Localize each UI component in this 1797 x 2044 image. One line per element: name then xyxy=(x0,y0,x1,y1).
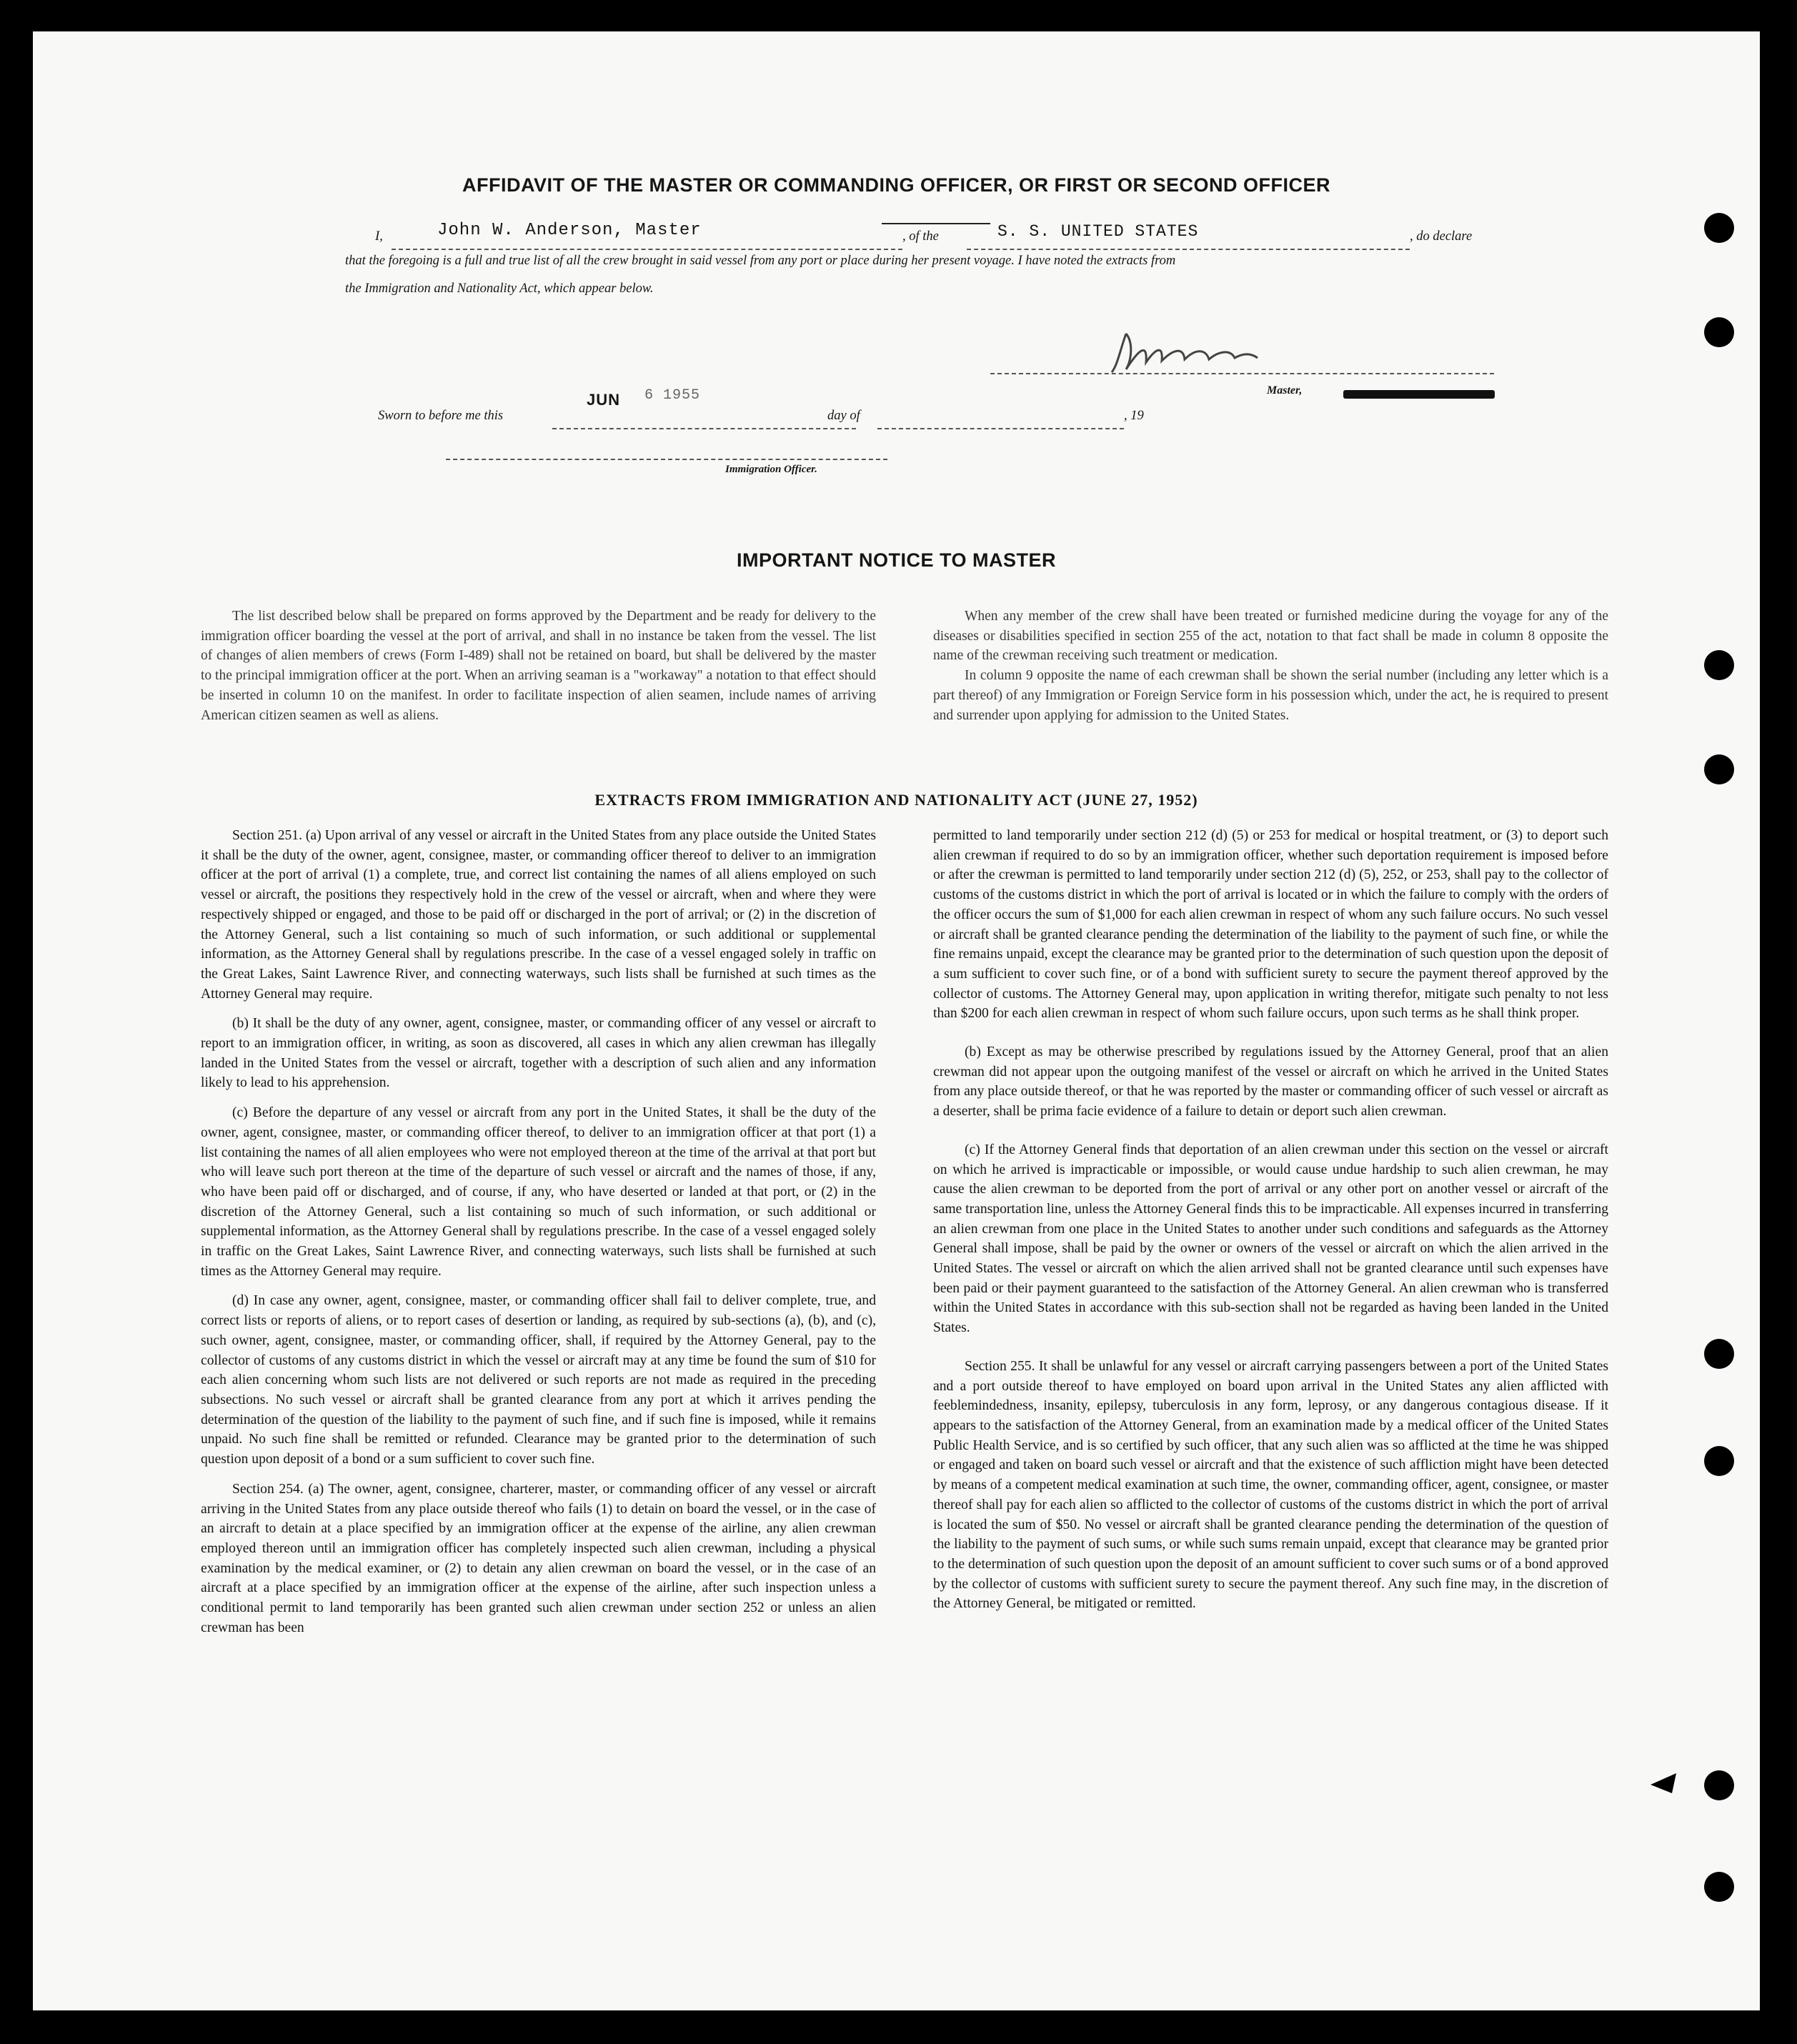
master-name: John W. Anderson, Master xyxy=(437,221,702,240)
section-251-b: (b) It shall be the duty of any owner, agent, consignee, master, or commanding officer of any vessel or aircraft to report to an immigration officer, in writing, as soon as discovered, all cases in which any alien crewman has illegally landed in the United States from the vessel or aircraft, together with a description of such alien and any information likely to lead to his apprehension. xyxy=(201,1016,876,1091)
notice-right-column xyxy=(933,607,1608,725)
day-of-text: day of xyxy=(827,409,860,423)
stamp-month: JUN xyxy=(587,391,621,409)
immigration-officer-line[interactable] xyxy=(446,440,887,460)
extracts-right-column xyxy=(933,826,1608,1624)
punch-hole xyxy=(1704,1339,1734,1369)
section-251-a: Section 251. (a) Upon arrival of any vessel or aircraft in the United States from any place outside the United States it shall be the duty of the owner, agent, consignee, master, or commanding officer thereof to deliver to an immigration officer at the port of arrival (1) a complete, true, and correct list containing the names of all aliens employed on such vessel or aircraft, the positions they respectively hold in the crew of the vessel or aircraft, when and where they were respectively shipped or engaged, and those to be paid off or discharged in the port of arrival; or (2) in the discretion of the Attorney General, such a list containing so much of such information, or such additional or supplemental information, as the Attorney General shall by regulations prescribe. In the case of a vessel engaged solely in traffic on the Great Lakes, Saint Lawrence River, and connecting waterways, such lists shall be furnished at such times as the Attorney General may require. xyxy=(201,828,876,1002)
punch-hole xyxy=(1704,754,1734,784)
punch-hole xyxy=(1704,213,1734,243)
notice-paragraph: The list described below shall be prepared on forms approved by the Department and be ready for delivery to the immigration officer boarding the vessel at the port of arrival, and shall in no instance be taken from the vessel. The list of changes of alien members of crews (Form I-489) shall not be retained on board, but shall be delivered by the master to the principal immigration officer at the port. When an arriving seaman is a "workaway" a notation to that effect should be inserted in column 10 on the manifest. In order to facilitate inspection of alien seamen, include names of arriving American citizen seamen as well as aliens. xyxy=(201,609,876,723)
punch-hole xyxy=(1704,1872,1734,1902)
section-254-c: (c) If the Attorney General finds that deportation of an alien crewman under this section on the vessel or aircraft on which he arrived is impracticable or impossible, or would cause undue hardship to such alien crewman, he may cause the alien crewman to be deported from the port of arrival or any other port on another vessel or aircraft of the same transportation line, unless the Attorney General finds this to be impracticable. All expenses incurred in transferring an alien crewman from one place in the United States to another under such conditions and safeguards as the Attorney General shall impose, shall be paid by the owner or owners of the vessel or aircraft on which the alien arrived in the United States. The vessel or aircraft on which the alien arrived shall not be granted clearance until such expenses have been paid or their payment guaranteed to the satisfaction of the Attorney General. An alien crewman who is transferred within the United States in accordance with this sub-section shall not be regarded as having been landed in the United States. xyxy=(933,1142,1608,1336)
punch-hole xyxy=(1704,650,1734,680)
sworn-text: Sworn to before me this xyxy=(378,409,504,423)
do-declare-text: , do declare xyxy=(1410,229,1473,244)
title-divider xyxy=(882,223,990,224)
extracts-left-column xyxy=(201,826,876,1637)
sworn-day-field[interactable] xyxy=(552,409,856,429)
year-prefix: , 19 xyxy=(1124,409,1144,423)
document-page xyxy=(33,31,1760,2010)
declaration-line-2: that the foregoing is a full and true list of all the crew brought in said vessel from any port or place during her present voyage. I have noted the extracts from xyxy=(345,254,1176,268)
notice-paragraph: When any member of the crew shall have been treated or furnished medicine during the voyage for any of the diseases or disabilities specified in section 255 of the act, notation to that fact shall be made in column 8 opposite the name of the crewman receiving such treatment or medication. xyxy=(933,609,1608,664)
sworn-month-field[interactable] xyxy=(877,409,1124,429)
section-254-a: Section 254. (a) The owner, agent, consignee, charterer, master, or commanding officer of any vessel or aircraft arriving in the United States from any place outside thereof who fails (1) to detain on board the vessel, or in the case of an aircraft to detain at a place specified by an immigration officer at the expense of the airline, any alien crewman employed thereon until an immigration officer has completely inspected such alien crewman, including a physical examination by the medical examiner, or (2) to detain any alien crewman on board the vessel, or in the case of an aircraft at a place specified by an immigration officer at the expense of the airline, after such inspection unless a conditional permit to land temporarily has been granted such alien crewman under section 252 or unless an alien crewman has been xyxy=(201,1481,876,1635)
section-254-a-continued: permitted to land temporarily under section 212 (d) (5) or 253 for medical or hospital treatment, or (3) to deport such alien crewman if required to do so by an immigration officer, whether such deportation requirement is imposed before or after the crewman is permitted to land temporarily under section 212 (d) (5), 252, or 253, shall pay to the collector of customs of the customs district in which the port of arrival is located or in which the failure to comply with the orders of the officer occurs the sum of $1,000 for each alien crewman in respect of whom any such failure occurs. No such vessel or aircraft shall be granted clearance pending the determination of the liability to the payment of such fine, or while the fine remains unpaid, except the clearance may be granted prior to the determination of such question upon the deposit of a sum sufficient to cover such fine, or of a bond with sufficient surety to secure the payment thereof approved by the collector of customs. The Attorney General may, upon application in writing therefor, mitigate such penalty to not less than $200 for each alien crewman in respect of whom such failure occurs, upon such terms as he shall think proper. xyxy=(933,828,1608,1022)
affidavit-title: AFFIDAVIT OF THE MASTER OR COMMANDING OFFICER, OR FIRST OR SECOND OFFICER xyxy=(462,174,1330,196)
section-251-c: (c) Before the departure of any vessel or aircraft from any port in the United States, it shall be the duty of the owner, agent, consignee, master, or commanding officer thereof, to deliver to an immigration officer at that port (1) a list containing the names of all alien employees who were not employed thereon at the time of the arrival at that port but who will leave such port thereon at the time of the departure of such vessel or aircraft and the names of those, if any, who have been paid off or discharged, and of course, if any, who have deserted or landed at that port, or (2) in the discretion of the Attorney General, such a list containing so much of such information, or such additional or supplemental information, as the Attorney General shall by regulations prescribe. In the case of a vessel engaged solely in traffic on the Great Lakes, Saint Lawrence River, and connecting waterways, such lists shall be furnished at such times as the Attorney General may require. xyxy=(201,1105,876,1279)
declaration-prefix: I, xyxy=(375,229,383,244)
punch-hole xyxy=(1704,317,1734,347)
officer-label: Immigration Officer. xyxy=(725,464,817,475)
master-label: Master, xyxy=(1267,384,1303,397)
section-255: Section 255. It shall be unlawful for any vessel or aircraft carrying passengers between a port of the United States and a port outside thereof to have employed on board upon arrival in the United States any alien afflicted with feeblemindedness, insanity, epilepsy, tuberculosis in any form, leprosy, or any dangerous contagious disease. If it appears to the satisfaction of the Attorney General, from an examination made by a medical officer of the United States Public Health Service, and is so certified by such officer, that any such alien was so afflicted at the time he was shipped or engaged and taken on board such vessel or aircraft and that the existence of such affliction might have been detected by means of a competent medical examination at such time, the owner, commanding officer, agent, consignee, or master thereof shall pay for each alien so afflicted to the collector of customs of the customs district in which the port of arrival is located the sum of $50. No vessel or aircraft shall be granted clearance pending the determination of the question of the liability to the payment of such sums, or while such sums remain unpaid, except that clearance may be granted prior to the determination of such question upon the deposit of an amount sufficient to cover such sums or of a bond approved by the collector of customs with sufficient surety to secure the payment thereof. Any such fine may, in the discretion of the Attorney General, be mitigated or remitted. xyxy=(933,1358,1608,1612)
redaction-bar xyxy=(1343,390,1495,399)
punch-mark xyxy=(1648,1753,1683,1796)
vessel-name: S. S. UNITED STATES xyxy=(997,222,1199,241)
master-signature-line xyxy=(990,364,1494,374)
punch-hole xyxy=(1704,1770,1734,1800)
section-254-b: (b) Except as may be otherwise prescribed by regulations issued by the Attorney General, proof that an alien crewman did not appear upon the outgoing manifest of the vessel or aircraft on which he arrived in the United States from any place outside thereof, or that he was reported by the master or commanding officer of such vessel or aircraft as a deserter, shall be prima facie evidence of a failure to detain or deport such alien crewman. xyxy=(933,1045,1608,1120)
notice-paragraph: In column 9 opposite the name of each crewman shall be shown the serial number (including any letter which is a part thereof) of any Immigration or Foreign Service form in his possession which, under the act, he is required to present and surrender upon applying for admission to the United States. xyxy=(933,668,1608,723)
extracts-title: EXTRACTS FROM IMMIGRATION AND NATIONALITY ACT (JUNE 27, 1952) xyxy=(594,791,1198,809)
of-the-text: , of the xyxy=(902,229,939,244)
declaration-line-3: the Immigration and Nationality Act, which appear below. xyxy=(345,281,654,296)
notice-title: IMPORTANT NOTICE TO MASTER xyxy=(737,549,1056,571)
stamp-date: 6 1955 xyxy=(644,387,701,404)
section-251-d: (d) In case any owner, agent, consignee, master, or commanding officer shall fail to deliver complete, true, and correct lists or reports of aliens, or to report cases of desertion or landing, as required by sub-sections (a), (b), and (c), such owner, agent, consignee, master, or commanding officer, shall, if required by the Attorney General, pay to the collector of customs of any customs district in which the vessel or aircraft may at any time be found the sum of $10 for each alien concerning whom such lists are not delivered or such reports are not made as required in the preceding subsections. No such vessel or aircraft shall be granted clearance from any port at which it arrives pending the determination of the question of the liability to the payment of such fine, and if such fine is imposed, while it remains unpaid. No such fine shall be remitted or refunded. Clearance may be granted prior to the determination of such question upon deposit of a bond or a sum sufficient to cover such fine. xyxy=(201,1293,876,1467)
punch-hole xyxy=(1704,1446,1734,1476)
notice-left-column xyxy=(201,607,876,725)
